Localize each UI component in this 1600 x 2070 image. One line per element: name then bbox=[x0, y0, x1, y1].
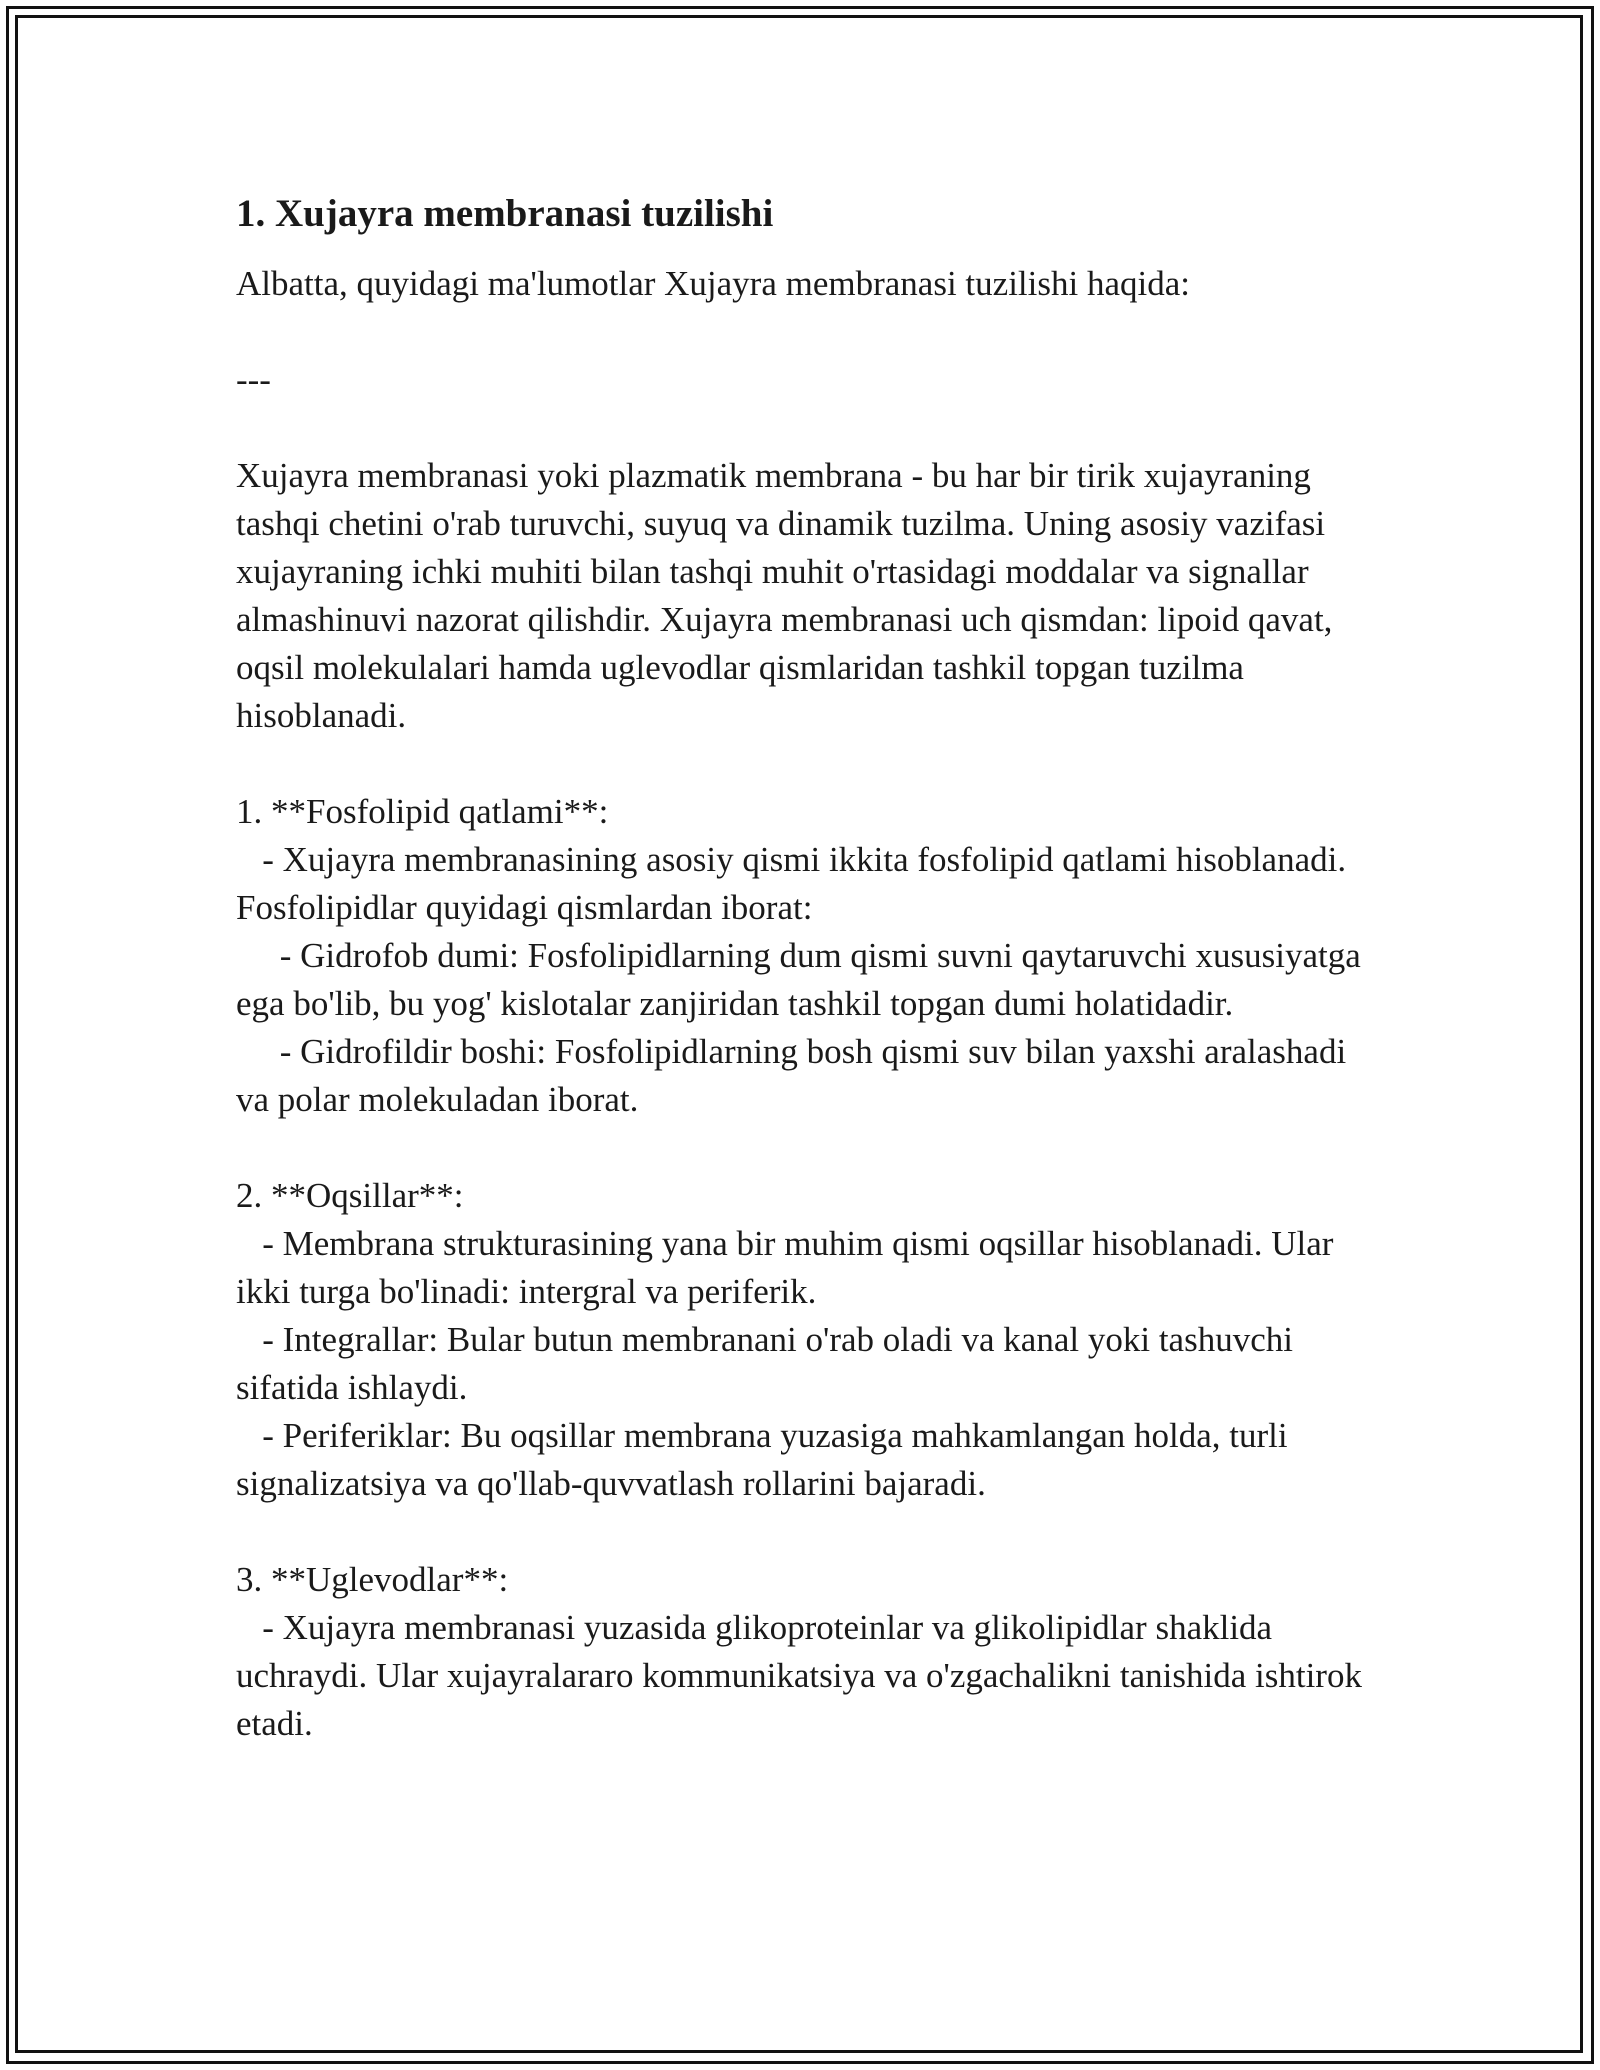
section-line: - Membrana strukturasining yana bir muhim qismi oqsillar hisoblanadi. Ular ikki turga bo'linadi: intergral va periferik. bbox=[236, 1224, 1343, 1311]
document-body bbox=[236, 190, 1386, 1748]
separator: --- bbox=[236, 360, 271, 399]
main-paragraph: Xujayra membranasi yoki plazmatik membrana - bu har bir tirik xujayraning tashqi chetini o'rab turuvchi, suyuq va dinamik tuzilma. Uning asosiy vazifasi xujayraning ichki muhiti bilan tashqi muhit o'rtasidagi moddalar va signallar almashinuvi nazorat qilishdir. Xujayra membranasi uch qismdan: lipoid qavat, oqsil molekulalari hamda uglevodlar qismlaridan tashkil topgan tuzilma hisoblanadi. bbox=[236, 456, 1342, 735]
section-title: 3. **Uglevodlar**: bbox=[236, 1560, 509, 1599]
section-line: - Gidrofildir boshi: Fosfolipidlarning bosh qismi suv bilan yaxshi aralashadi va polar molekuladan iborat. bbox=[236, 1032, 1355, 1119]
section-uglevodlar bbox=[236, 1556, 1386, 1748]
section-line: - Xujayra membranasining asosiy qismi ikkita fosfolipid qatlami hisoblanadi. Fosfolipidlar quyidagi qismlardan iborat: bbox=[236, 840, 1355, 927]
section-oqsillar bbox=[236, 1172, 1386, 1508]
section-title: 2. **Oqsillar**: bbox=[236, 1176, 464, 1215]
section-line: - Integrallar: Bular butun membranani o'rab oladi va kanal yoki tashuvchi sifatida ishlaydi. bbox=[236, 1320, 1302, 1407]
page-title: 1. Xujayra membranasi tuzilishi bbox=[236, 192, 774, 235]
section-line: - Periferiklar: Bu oqsillar membrana yuzasiga mahkamlangan holda, turli signalizatsiya va qo'llab-quvvatlash rollarini bajaradi. bbox=[236, 1416, 1297, 1503]
section-fosfolipid bbox=[236, 788, 1386, 1124]
section-title: 1. **Fosfolipid qatlami**: bbox=[236, 792, 609, 831]
intro-text: Albatta, quyidagi ma'lumotlar Xujayra membranasi tuzilishi haqida: bbox=[236, 264, 1190, 303]
section-line: - Gidrofob dumi: Fosfolipidlarning dum qismi suvni qaytaruvchi xususiyatga ega bo'lib, bu yog' kislotalar zanjiridan tashkil topgan dumi holatidadir. bbox=[236, 936, 1370, 1023]
section-line: - Xujayra membranasi yuzasida glikoproteinlar va glikolipidlar shaklida uchraydi. Ular xujayralararo kommunikatsiya va o'zgachalikni tanishida ishtirok etadi. bbox=[236, 1608, 1371, 1743]
